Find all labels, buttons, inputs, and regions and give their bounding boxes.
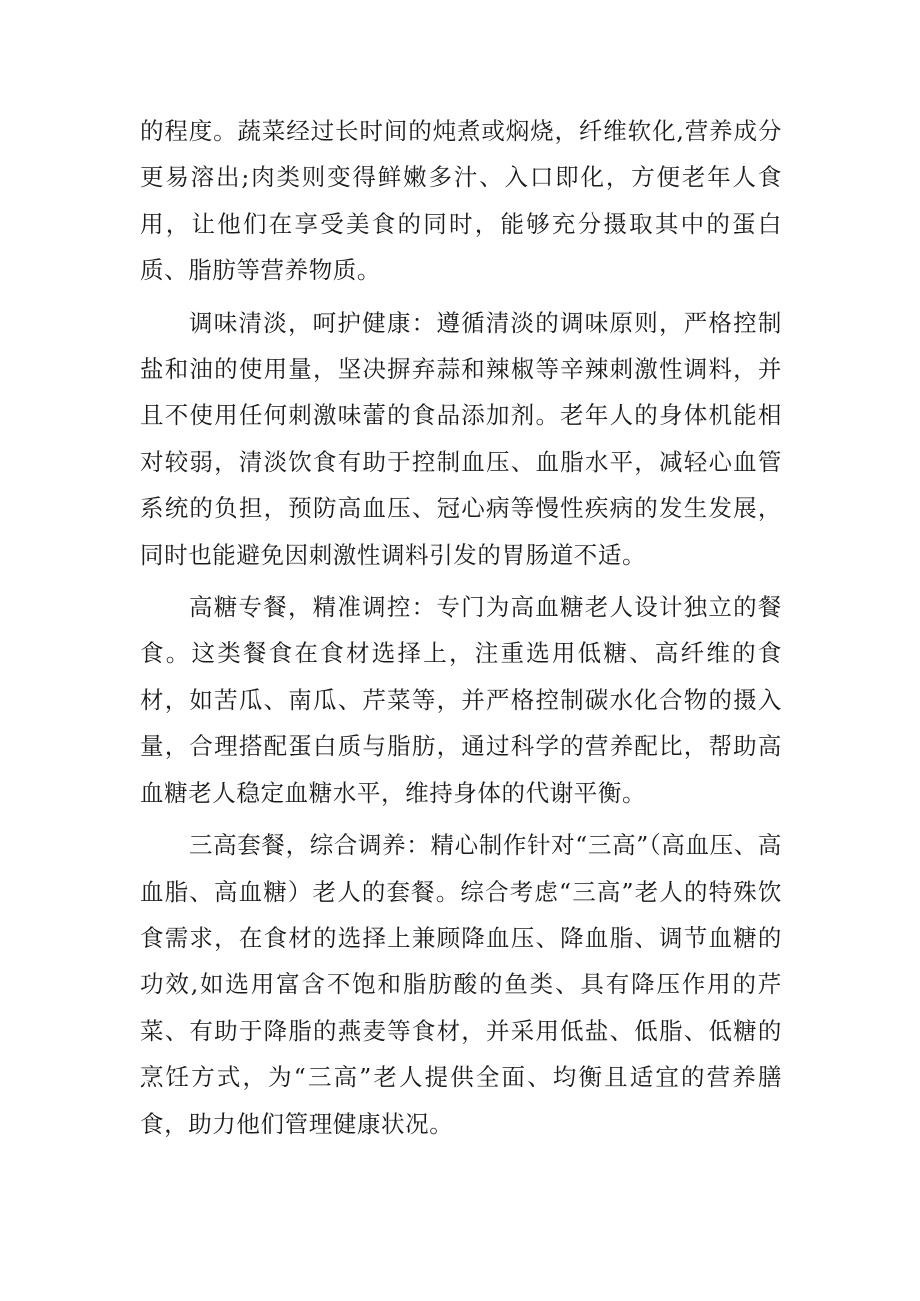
paragraph-continued: 的程度。蔬菜经过长时间的炖煮或焖烧，纤维软化,营养成分更易溶出;肉类则变得鲜嫩多汁、入口即化，方便老年人食用，让他们在享受美食的同时，能够充分摄取其中的蛋白质、脂肪等营养物质。 — [140, 117, 782, 285]
paragraph-light-seasoning: 调味清淡，呵护健康：遵循清淡的调味原则，严格控制盐和油的使用量，坚决摒弃蒜和辣椒等辛辣刺激性调料，并且不使用任何刺激味蕾的食品添加剂。老年人的身体机能相对较弱，清淡饮食有助于控制血压、血脂水平，减轻心血管系统的负担，预防高血压、冠心病等慢性疾病的发生发展，同时也能避免因刺激性调料引发的胃肠道不适。 — [140, 308, 782, 569]
paragraph-high-sugar-meal: 高糖专餐，精准调控：专门为高血糖老人设计独立的餐食。这类餐食在食材选择上，注重选用低糖、高纤维的食材，如苦瓜、南瓜、芹菜等，并严格控制碳水化合物的摄入量，合理搭配蛋白质与脂肪，通过科学的营养配比，帮助高血糖老人稳定血糖水平，维持身体的代谢平衡。 — [140, 593, 782, 807]
paragraph-three-highs-meal: 三高套餐，综合调养：精心制作针对“三高”（高血压、高血脂、高血糖）老人的套餐。综合考虑“三高”老人的特殊饮食需求，在食材的选择上兼顾降血压、降血脂、调节血糖的功效,如选用富含不饱和脂肪酸的鱼类、具有降压作用的芹菜、有助于降脂的燕麦等食材，并采用低盐、低脂、低糖的烹饪方式，为“三高”老人提供全面、均衡且适宜的营养膳食，助力他们管理健康状况。 — [140, 831, 782, 1138]
document-page — [140, 108, 782, 1153]
